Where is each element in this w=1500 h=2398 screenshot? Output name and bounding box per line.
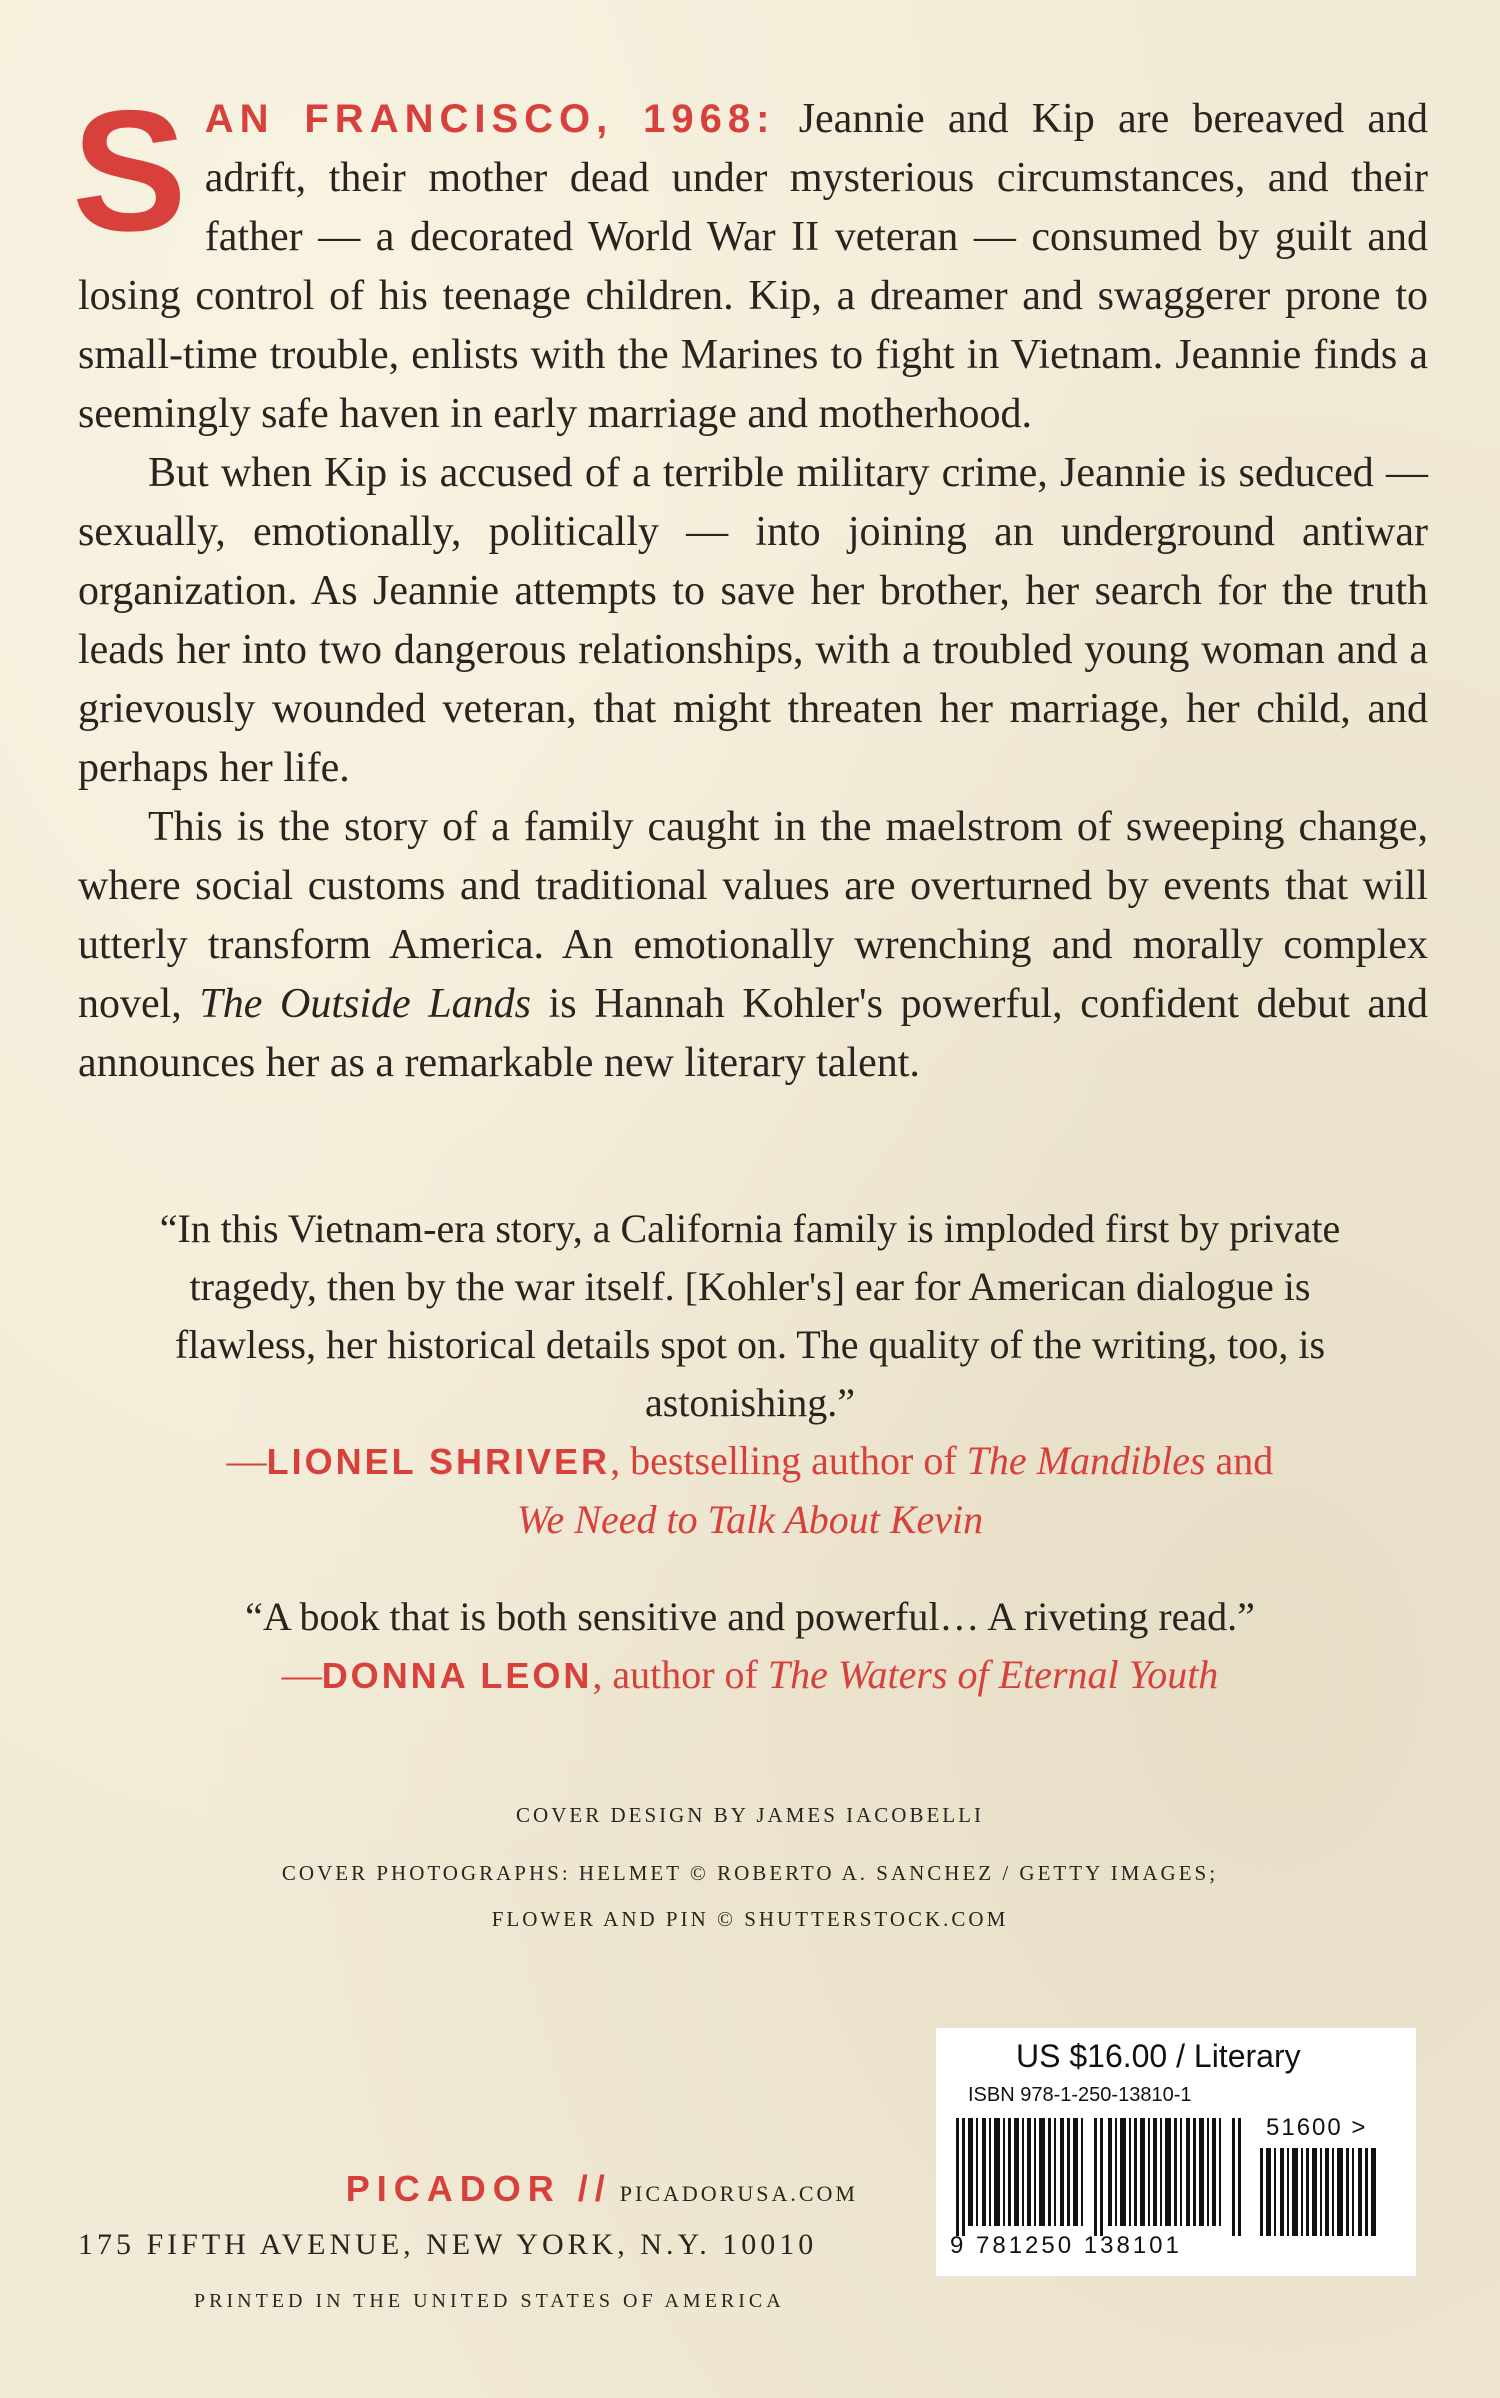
publisher-address: 175 FIFTH AVENUE, NEW YORK, N.Y. 10010 <box>78 2228 818 2261</box>
barcode-digits: 9 781250 138101 <box>950 2232 1182 2259</box>
cover-photo-credit-2: FLOWER AND PIN © SHUTTERSTOCK.COM <box>491 1907 1009 1931</box>
lead-in: AN FRANCISCO, 1968: <box>204 97 776 141</box>
addon-digits: 51600 > <box>1266 2114 1368 2141</box>
barcode-panel <box>936 2028 1416 2276</box>
review-quote-leon <box>120 1588 1380 1705</box>
drop-cap: S <box>72 75 187 267</box>
cover-credits <box>140 1792 1360 1942</box>
reviewer-name: DONNA LEON <box>321 1655 593 1696</box>
reviewer-book-2: We Need to Talk About Kevin <box>516 1497 984 1542</box>
cover-design-credit: COVER DESIGN BY JAMES IACOBELLI <box>516 1803 984 1827</box>
quote-attribution <box>120 1646 1380 1705</box>
publisher-line <box>346 2168 858 2210</box>
paragraph-3-text-b: is Hannah Kohler's powerful, confident debut and announces her as a remarkable new literary talent. <box>78 981 1429 1086</box>
book-title: The Outside Lands <box>199 981 531 1027</box>
printed-in: PRINTED IN THE UNITED STATES OF AMERICA <box>194 2290 785 2312</box>
paragraph-1-text: Jeannie and Kip are bereaved and adrift, their mother dead under mysterious circumstances, and their father — a decorated World War II veteran — consumed by guilt and losing control of his teenage children. Kip, a dreamer and swaggerer prone to small-time trouble, enlists with the Marines to fight in Vietnam. Jeannie finds a seemingly safe haven in early marriage and motherhood. <box>78 96 1428 437</box>
publisher-website: PICADORUSA.COM <box>619 2181 858 2206</box>
reviewer-book: The Waters of Eternal Youth <box>767 1652 1219 1697</box>
description-paragraph-2: But when Kip is accused of a terrible military crime, Jeannie is seduced — sexually, emotionally, politically — into joining an underground antiwar organization. As Jeannie attempts to save her brother, her search for the truth leads her into two dangerous relationships, with a troubled young woman and a grievously wounded veteran, that might threaten her marriage, her child, and perhaps her life. <box>78 450 1428 791</box>
quote-text: “In this Vietnam-era story, a California family is imploded first by private tragedy, then by the war itself. [Kohler's] ear for American dialogue is flawless, her historical details spot on. The quality of the writing, too, is astonishing.” <box>159 1206 1341 1425</box>
attribution-dash: — <box>226 1438 267 1483</box>
reviewer-book-1: The Mandibles <box>966 1438 1206 1483</box>
quote-attribution <box>120 1432 1380 1549</box>
cover-photo-credit-1: COVER PHOTOGRAPHS: HELMET © ROBERTO A. SANCHEZ / GETTY IMAGES; <box>281 1861 1219 1885</box>
attribution-dash: — <box>281 1652 322 1697</box>
description-paragraph-1 <box>72 75 1428 444</box>
quote-text: “A book that is both sensitive and powerful… A riveting read.” <box>245 1594 1255 1639</box>
publisher-logo: PICADOR // <box>345 2168 612 2209</box>
isbn-barcode-icon <box>956 2118 1246 2236</box>
book-description <box>72 75 1429 1093</box>
reviewer-desc: , bestselling author of <box>610 1438 967 1483</box>
isbn-label: ISBN 978-1-250-13810-1 <box>968 2084 1192 2106</box>
reviewer-name: LIONEL SHRIVER <box>266 1441 611 1482</box>
reviewer-desc: , author of <box>592 1652 768 1697</box>
review-quote-shriver <box>120 1200 1380 1549</box>
paragraph-3-text-a: This is the story of a family caught in the maelstrom of sweeping change, where social customs and traditional values are overturned by events that will utterly transform America. An emotionally wrenching and morally complex novel, <box>78 804 1428 1027</box>
description-paragraph-3 <box>78 798 1428 1093</box>
attribution-and: and <box>1205 1438 1274 1483</box>
price-label: US $16.00 / Literary <box>1016 2038 1301 2074</box>
